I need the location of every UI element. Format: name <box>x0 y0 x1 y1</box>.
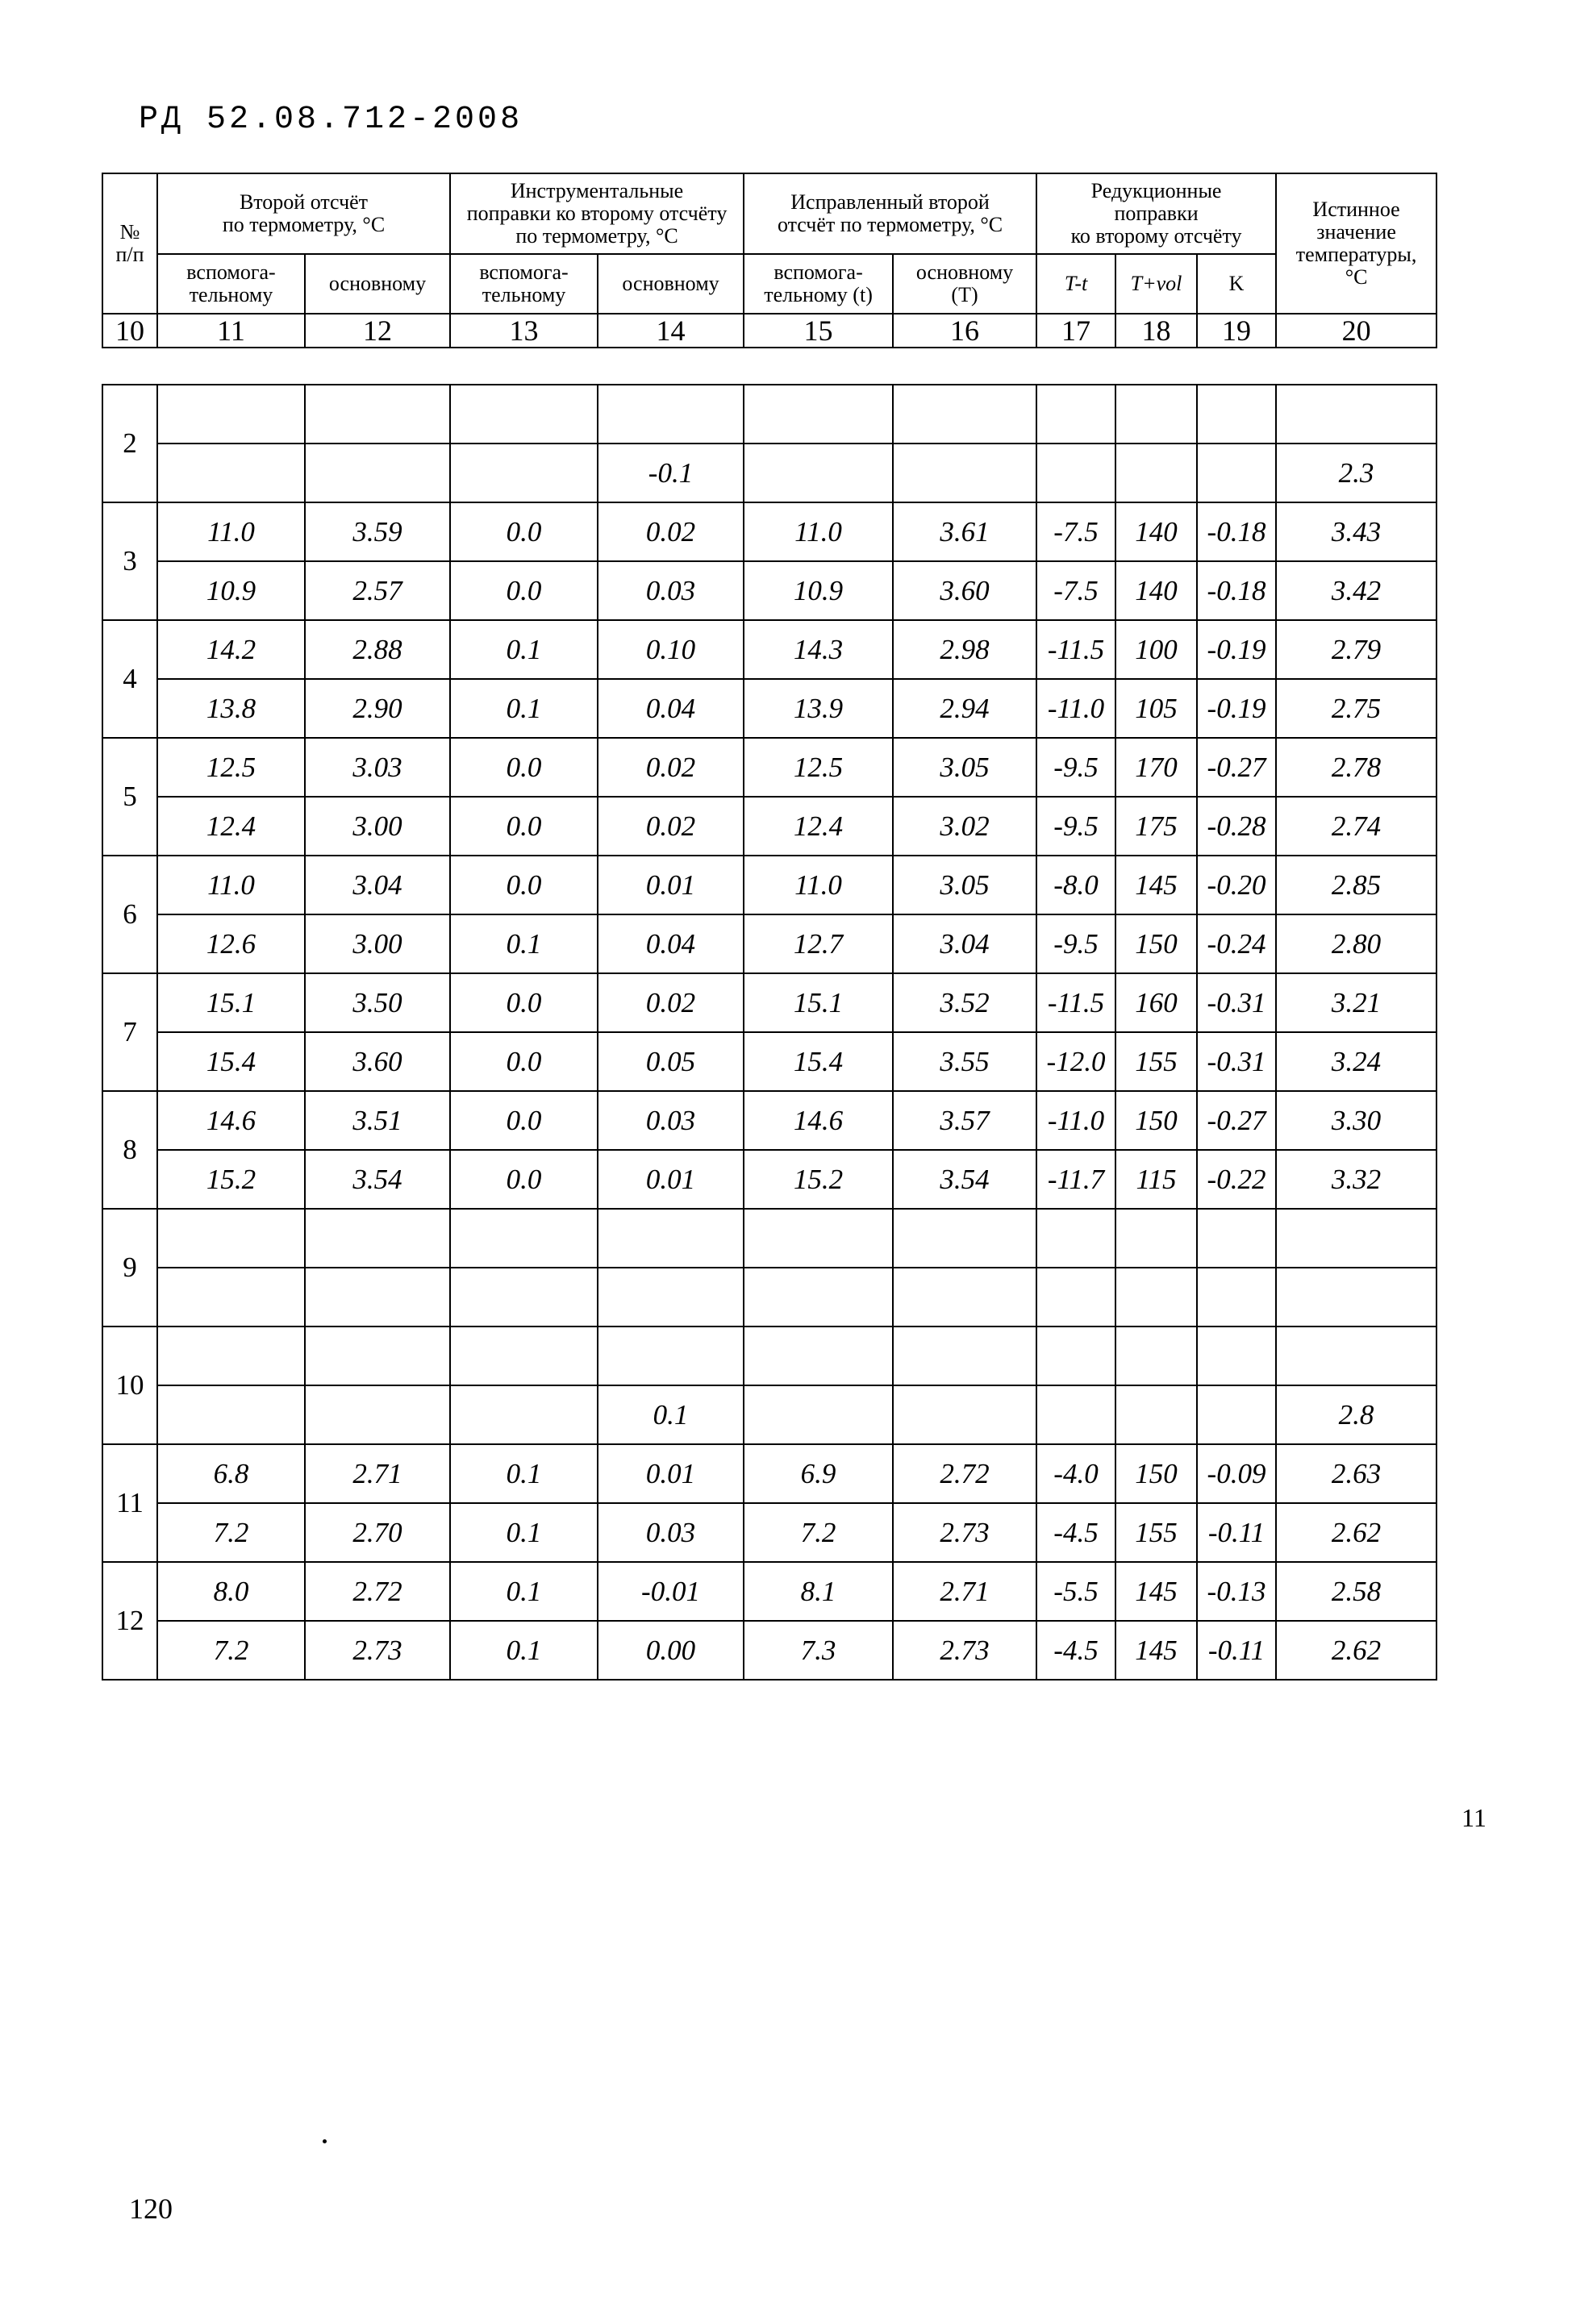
data-table <box>102 384 1437 1681</box>
table-cell: 3.54 <box>893 1150 1036 1209</box>
table-cell: 2.71 <box>305 1444 450 1503</box>
table-cell: 0.0 <box>450 1032 598 1091</box>
table-cell: 3.00 <box>305 914 450 973</box>
table-cell <box>1036 1327 1115 1385</box>
table-cell <box>598 1327 744 1385</box>
header-aux: вспомога- тельному <box>157 254 305 314</box>
table-cell <box>893 1268 1036 1327</box>
table-cell: 3.02 <box>893 797 1036 856</box>
table-cell <box>305 1327 450 1385</box>
table-cell: 0.01 <box>598 856 744 914</box>
table-row <box>102 1621 1436 1680</box>
table-cell: -7.5 <box>1036 502 1115 561</box>
table-cell: 14.2 <box>157 620 305 679</box>
table-cell: 0.02 <box>598 973 744 1032</box>
table-cell: 2.62 <box>1276 1503 1436 1562</box>
table-cell: 145 <box>1115 1562 1197 1621</box>
column-number: 20 <box>1276 314 1436 348</box>
table-cell: 0.0 <box>450 1150 598 1209</box>
header-true-value: Истинное значение температуры, °С <box>1276 173 1436 314</box>
table-cell: 2.63 <box>1276 1444 1436 1503</box>
table-cell: 11.0 <box>157 502 305 561</box>
section-page-mark: 11 <box>1462 1803 1487 1832</box>
table-cell: 14.6 <box>744 1091 893 1150</box>
document-code: РД 52.08.712-2008 <box>139 102 523 138</box>
table-cell <box>893 1327 1036 1385</box>
table-cell: -11.0 <box>1036 1091 1115 1150</box>
column-number: 12 <box>305 314 450 348</box>
table-row <box>102 1091 1436 1150</box>
table-cell: 3.60 <box>893 561 1036 620</box>
table-cell: 3.05 <box>893 738 1036 797</box>
table-cell: 3.04 <box>893 914 1036 973</box>
table-cell: -4.5 <box>1036 1621 1115 1680</box>
table-cell: 7.2 <box>744 1503 893 1562</box>
table-cell: 12.7 <box>744 914 893 973</box>
table-cell: 2.58 <box>1276 1562 1436 1621</box>
table-cell <box>1276 1268 1436 1327</box>
header-t-plus-vol: T+vol <box>1115 254 1197 314</box>
table-cell: 0.0 <box>450 561 598 620</box>
table-cell: -7.5 <box>1036 561 1115 620</box>
table-cell <box>1197 1385 1276 1444</box>
table-cell <box>157 1209 305 1268</box>
header-k: K <box>1197 254 1276 314</box>
table-cell: -0.09 <box>1197 1444 1276 1503</box>
row-number: 12 <box>102 1562 157 1680</box>
table-cell: 2.75 <box>1276 679 1436 738</box>
header-main: основному <box>305 254 450 314</box>
table-cell: 0.04 <box>598 679 744 738</box>
table-cell <box>893 385 1036 444</box>
table-cell: 0.03 <box>598 561 744 620</box>
table-cell: -9.5 <box>1036 738 1115 797</box>
table-cell: 3.04 <box>305 856 450 914</box>
table-cell: 2.80 <box>1276 914 1436 973</box>
table-row <box>102 856 1436 914</box>
table-cell <box>1115 1268 1197 1327</box>
table-cell: 2.71 <box>893 1562 1036 1621</box>
table-cell: -12.0 <box>1036 1032 1115 1091</box>
table-cell: 12.4 <box>744 797 893 856</box>
table-cell: 8.1 <box>744 1562 893 1621</box>
header-reduction-corrections: Редукционные поправки ко второму отсчёту <box>1036 173 1276 254</box>
table-cell <box>157 1385 305 1444</box>
header-corrected-reading: Исправленный второй отсчёт по термометру, °С <box>744 173 1036 254</box>
table-cell <box>598 385 744 444</box>
table-cell <box>305 444 450 502</box>
table-cell: 11.0 <box>744 856 893 914</box>
table-cell: 3.24 <box>1276 1032 1436 1091</box>
table-cell: 150 <box>1115 914 1197 973</box>
column-number: 16 <box>893 314 1036 348</box>
column-number: 15 <box>744 314 893 348</box>
table-cell: -0.27 <box>1197 1091 1276 1150</box>
table-cell: -0.24 <box>1197 914 1276 973</box>
table-cell: 15.2 <box>157 1150 305 1209</box>
table-cell: 100 <box>1115 620 1197 679</box>
table-cell: 3.43 <box>1276 502 1436 561</box>
table-cell: 0.01 <box>598 1444 744 1503</box>
table-cell: -0.01 <box>598 1562 744 1621</box>
table-cell: -0.27 <box>1197 738 1276 797</box>
table-cell <box>450 1268 598 1327</box>
table-cell: 3.00 <box>305 797 450 856</box>
table-cell <box>157 444 305 502</box>
table-cell: 2.73 <box>893 1503 1036 1562</box>
table-cell: 13.9 <box>744 679 893 738</box>
table-cell: 15.4 <box>157 1032 305 1091</box>
table-cell: 0.1 <box>450 914 598 973</box>
table-cell <box>744 1209 893 1268</box>
table-cell: 10.9 <box>157 561 305 620</box>
table-row <box>102 738 1436 797</box>
table-cell <box>1276 1209 1436 1268</box>
table-cell: -4.0 <box>1036 1444 1115 1503</box>
table-cell <box>450 1385 598 1444</box>
table-row <box>102 1209 1436 1268</box>
table-cell: 0.0 <box>450 797 598 856</box>
row-number: 4 <box>102 620 157 738</box>
table-cell: 2.85 <box>1276 856 1436 914</box>
table-cell: 3.32 <box>1276 1150 1436 1209</box>
table-cell: 3.05 <box>893 856 1036 914</box>
row-number: 7 <box>102 973 157 1091</box>
table-cell: 2.57 <box>305 561 450 620</box>
table-cell: 3.52 <box>893 973 1036 1032</box>
table-cell: 0.01 <box>598 1150 744 1209</box>
table-cell: 3.50 <box>305 973 450 1032</box>
table-cell: 0.05 <box>598 1032 744 1091</box>
table-header <box>102 173 1437 348</box>
table-cell <box>1115 1209 1197 1268</box>
table-cell <box>1115 385 1197 444</box>
row-number: 5 <box>102 738 157 856</box>
table-cell: 2.3 <box>1276 444 1436 502</box>
table-cell: 0.1 <box>450 1621 598 1680</box>
row-number: 6 <box>102 856 157 973</box>
table-cell: 12.5 <box>744 738 893 797</box>
table-cell <box>1115 1327 1197 1385</box>
table-cell: 0.0 <box>450 1091 598 1150</box>
table-row <box>102 1385 1436 1444</box>
table-cell <box>1036 1209 1115 1268</box>
table-cell: 14.6 <box>157 1091 305 1150</box>
table-cell: 150 <box>1115 1444 1197 1503</box>
table-cell: -5.5 <box>1036 1562 1115 1621</box>
table-cell: -0.31 <box>1197 973 1276 1032</box>
table-cell: 2.88 <box>305 620 450 679</box>
table-cell <box>305 1209 450 1268</box>
table-cell <box>1197 1209 1276 1268</box>
table-cell <box>157 385 305 444</box>
table-cell: 13.8 <box>157 679 305 738</box>
table-row <box>102 1268 1436 1327</box>
table-cell: -0.22 <box>1197 1150 1276 1209</box>
row-number: 8 <box>102 1091 157 1209</box>
table-row <box>102 444 1436 502</box>
table-cell: 2.8 <box>1276 1385 1436 1444</box>
table-cell: 0.0 <box>450 738 598 797</box>
table-cell: -11.0 <box>1036 679 1115 738</box>
table-cell <box>598 1209 744 1268</box>
table-cell: 155 <box>1115 1503 1197 1562</box>
table-cell: 3.54 <box>305 1150 450 1209</box>
table-row <box>102 1444 1436 1503</box>
table-cell <box>893 444 1036 502</box>
table-cell: -8.0 <box>1036 856 1115 914</box>
column-number: 10 <box>102 314 157 348</box>
table-cell <box>1115 444 1197 502</box>
table-cell: 2.73 <box>893 1621 1036 1680</box>
table-cell: 0.0 <box>450 856 598 914</box>
table-cell: 12.4 <box>157 797 305 856</box>
table-cell: 2.94 <box>893 679 1036 738</box>
table-cell: 0.10 <box>598 620 744 679</box>
table-cell: -11.7 <box>1036 1150 1115 1209</box>
table-cell: 0.1 <box>450 1444 598 1503</box>
table-cell: 0.1 <box>450 620 598 679</box>
table-cell: 2.78 <box>1276 738 1436 797</box>
table-cell: 0.0 <box>450 502 598 561</box>
table-cell <box>305 1268 450 1327</box>
row-number: 9 <box>102 1209 157 1327</box>
table-cell: 8.0 <box>157 1562 305 1621</box>
table-cell: -0.1 <box>598 444 744 502</box>
table-cell: 3.59 <box>305 502 450 561</box>
header-main-t: основному (Т) <box>893 254 1036 314</box>
table-cell: 2.74 <box>1276 797 1436 856</box>
table-cell <box>1197 385 1276 444</box>
table-cell: 2.62 <box>1276 1621 1436 1680</box>
table-cell: 10.9 <box>744 561 893 620</box>
header-number: № п/п <box>102 173 157 314</box>
table-cell <box>1197 444 1276 502</box>
table-cell <box>744 385 893 444</box>
table-cell: 7.3 <box>744 1621 893 1680</box>
table-cell: 0.03 <box>598 1091 744 1150</box>
table-cell <box>1036 1268 1115 1327</box>
table-row <box>102 679 1436 738</box>
column-number: 19 <box>1197 314 1276 348</box>
table-cell <box>305 385 450 444</box>
table-cell: 105 <box>1115 679 1197 738</box>
table-cell: 0.02 <box>598 502 744 561</box>
table-cell: 3.55 <box>893 1032 1036 1091</box>
table-row <box>102 1327 1436 1385</box>
table-cell: 11.0 <box>744 502 893 561</box>
table-cell: 0.02 <box>598 797 744 856</box>
table-cell <box>744 444 893 502</box>
table-cell: -0.18 <box>1197 561 1276 620</box>
table-cell: 140 <box>1115 561 1197 620</box>
table-row <box>102 1150 1436 1209</box>
table-cell: 0.02 <box>598 738 744 797</box>
table-cell: 2.72 <box>305 1562 450 1621</box>
table-cell: 0.04 <box>598 914 744 973</box>
table-cell <box>450 444 598 502</box>
table-cell: -0.13 <box>1197 1562 1276 1621</box>
table-cell: 145 <box>1115 856 1197 914</box>
table-cell: 15.2 <box>744 1150 893 1209</box>
table-cell: 7.2 <box>157 1621 305 1680</box>
table-cell <box>893 1385 1036 1444</box>
row-number: 10 <box>102 1327 157 1444</box>
table-cell <box>744 1268 893 1327</box>
table-cell: -0.19 <box>1197 679 1276 738</box>
table-cell: -9.5 <box>1036 914 1115 973</box>
table-cell: -0.18 <box>1197 502 1276 561</box>
row-number: 3 <box>102 502 157 620</box>
table-row <box>102 502 1436 561</box>
table-cell: 3.60 <box>305 1032 450 1091</box>
table-cell: 160 <box>1115 973 1197 1032</box>
table-cell: 12.5 <box>157 738 305 797</box>
table-cell: 3.30 <box>1276 1091 1436 1150</box>
table-row <box>102 1503 1436 1562</box>
table-cell: -9.5 <box>1036 797 1115 856</box>
table-cell: -0.19 <box>1197 620 1276 679</box>
table-cell <box>1036 444 1115 502</box>
table-row <box>102 973 1436 1032</box>
table-row <box>102 1562 1436 1621</box>
table-cell <box>305 1385 450 1444</box>
column-number: 17 <box>1036 314 1115 348</box>
table-cell: 12.6 <box>157 914 305 973</box>
table-cell: 2.73 <box>305 1621 450 1680</box>
stray-dot <box>323 2139 327 2143</box>
row-number: 2 <box>102 385 157 502</box>
table-cell: -11.5 <box>1036 973 1115 1032</box>
table-row <box>102 561 1436 620</box>
table-cell <box>1276 1327 1436 1385</box>
table-cell: 2.79 <box>1276 620 1436 679</box>
table-cell: 0.0 <box>450 973 598 1032</box>
table-cell <box>1115 1385 1197 1444</box>
column-number: 14 <box>598 314 744 348</box>
header-second-reading: Второй отсчёт по термометру, °С <box>157 173 450 254</box>
table-cell <box>598 1268 744 1327</box>
header-aux: вспомога- тельному <box>450 254 598 314</box>
table-cell <box>157 1327 305 1385</box>
table-cell: 0.1 <box>450 1503 598 1562</box>
table-cell <box>1036 1385 1115 1444</box>
table-cell <box>893 1209 1036 1268</box>
table-cell <box>450 1327 598 1385</box>
table-cell <box>157 1268 305 1327</box>
table-cell: -0.11 <box>1197 1621 1276 1680</box>
table-cell: 0.1 <box>450 1562 598 1621</box>
table-cell <box>1197 1327 1276 1385</box>
column-number: 13 <box>450 314 598 348</box>
table-cell: 0.03 <box>598 1503 744 1562</box>
table-cell <box>1036 385 1115 444</box>
table-row <box>102 797 1436 856</box>
column-number: 18 <box>1115 314 1197 348</box>
table-cell: 2.98 <box>893 620 1036 679</box>
table-cell <box>744 1327 893 1385</box>
table-cell <box>450 1209 598 1268</box>
table-cell: 140 <box>1115 502 1197 561</box>
table-cell <box>744 1385 893 1444</box>
table-cell: 14.3 <box>744 620 893 679</box>
table-cell: -0.20 <box>1197 856 1276 914</box>
table-cell: 2.72 <box>893 1444 1036 1503</box>
table-cell: 15.4 <box>744 1032 893 1091</box>
header-main: основному <box>598 254 744 314</box>
table-cell: 2.70 <box>305 1503 450 1562</box>
table-cell: 3.21 <box>1276 973 1436 1032</box>
table-row <box>102 620 1436 679</box>
header-instrumental-corrections: Инструментальные поправки ко второму отсчёту по термометру, °С <box>450 173 744 254</box>
table-cell: 2.90 <box>305 679 450 738</box>
table-cell: 15.1 <box>744 973 893 1032</box>
table-cell: 0.1 <box>450 679 598 738</box>
table-cell <box>450 385 598 444</box>
table-cell: -0.31 <box>1197 1032 1276 1091</box>
table-row <box>102 914 1436 973</box>
table-cell: 15.1 <box>157 973 305 1032</box>
table-cell: -11.5 <box>1036 620 1115 679</box>
table-cell: 145 <box>1115 1621 1197 1680</box>
table-cell: 6.9 <box>744 1444 893 1503</box>
table-row <box>102 385 1436 444</box>
table-cell <box>1197 1268 1276 1327</box>
column-number: 11 <box>157 314 305 348</box>
table-cell: 3.51 <box>305 1091 450 1150</box>
table-cell: 6.8 <box>157 1444 305 1503</box>
table-cell: 3.61 <box>893 502 1036 561</box>
header-aux-t: вспомога- тельному (t) <box>744 254 893 314</box>
table-cell: 3.42 <box>1276 561 1436 620</box>
table-cell: 0.00 <box>598 1621 744 1680</box>
table-cell: 7.2 <box>157 1503 305 1562</box>
table-cell <box>1276 385 1436 444</box>
table-cell: 0.1 <box>598 1385 744 1444</box>
table-cell: 3.03 <box>305 738 450 797</box>
table-cell: 175 <box>1115 797 1197 856</box>
table-cell: -0.28 <box>1197 797 1276 856</box>
table-cell: 170 <box>1115 738 1197 797</box>
table-cell: 155 <box>1115 1032 1197 1091</box>
row-number: 11 <box>102 1444 157 1562</box>
table-row <box>102 1032 1436 1091</box>
table-cell: 150 <box>1115 1091 1197 1150</box>
table-cell: 115 <box>1115 1150 1197 1209</box>
table-cell: -0.11 <box>1197 1503 1276 1562</box>
page-number: 120 <box>129 2193 173 2225</box>
table-cell: -4.5 <box>1036 1503 1115 1562</box>
table-cell: 11.0 <box>157 856 305 914</box>
table-cell: 3.57 <box>893 1091 1036 1150</box>
header-t-minus-t: T-t <box>1036 254 1115 314</box>
